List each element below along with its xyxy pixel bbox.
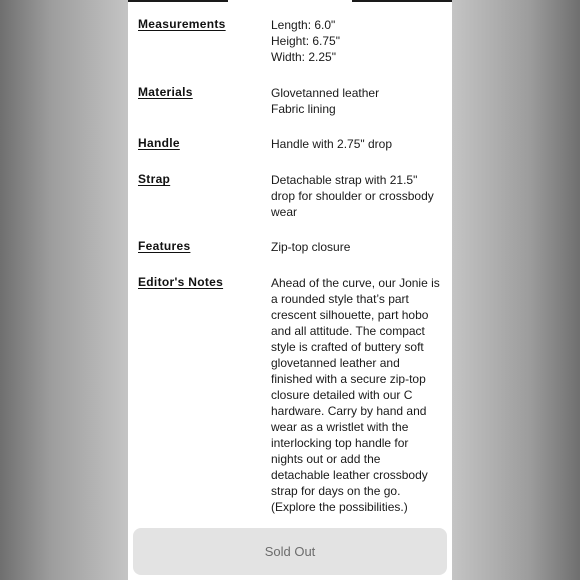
detail-line: style is crafted of buttery soft bbox=[271, 340, 424, 354]
detail-value bbox=[271, 172, 447, 220]
detail-line: hardware. Carry by hand and bbox=[271, 404, 427, 418]
background-right bbox=[452, 0, 580, 580]
detail-line: crescent silhouette, part hobo bbox=[271, 308, 429, 322]
detail-label: Materials bbox=[138, 85, 193, 99]
detail-line: strap for days on the go. bbox=[271, 484, 401, 498]
detail-line: detachable leather crossbody bbox=[271, 468, 428, 482]
detail-line: finished with a secure zip-top bbox=[271, 372, 426, 386]
detail-label: Features bbox=[138, 239, 191, 253]
detail-label: Editor's Notes bbox=[138, 275, 224, 289]
sold-out-button[interactable]: Sold Out bbox=[133, 528, 447, 575]
detail-value bbox=[271, 17, 447, 65]
detail-value bbox=[271, 136, 447, 152]
detail-value bbox=[271, 239, 447, 255]
background-left bbox=[0, 0, 128, 580]
detail-line: Length: 6.0" bbox=[271, 18, 336, 32]
detail-line: glovetanned leather and bbox=[271, 356, 400, 370]
detail-label: Measurements bbox=[138, 17, 226, 31]
detail-line: wear as a wristlet with the bbox=[271, 420, 409, 434]
detail-line: Handle with 2.75" drop bbox=[271, 137, 393, 151]
top-divider-right bbox=[352, 0, 452, 2]
detail-line: Width: 2.25" bbox=[271, 50, 336, 64]
product-details-panel bbox=[128, 0, 452, 580]
detail-line: a rounded style that’s part bbox=[271, 292, 409, 306]
detail-line: Ahead of the curve, our Jonie is bbox=[271, 276, 440, 290]
detail-line: closure detailed with our C bbox=[271, 388, 413, 402]
detail-label: Strap bbox=[138, 172, 171, 186]
detail-line: Zip-top closure bbox=[271, 240, 351, 254]
top-divider-left bbox=[128, 0, 228, 2]
detail-line: Height: 6.75" bbox=[271, 34, 340, 48]
detail-line: drop for shoulder or crossbody bbox=[271, 189, 434, 203]
detail-line: nights out or add the bbox=[271, 452, 381, 466]
detail-line: (Explore the possibilities.) bbox=[271, 500, 408, 514]
detail-line: and all attitude. The compact bbox=[271, 324, 425, 338]
detail-line: wear bbox=[271, 205, 298, 219]
detail-line: interlocking top handle for bbox=[271, 436, 409, 450]
detail-label: Handle bbox=[138, 136, 180, 150]
detail-value bbox=[271, 275, 447, 515]
detail-value bbox=[271, 85, 447, 117]
detail-line: Glovetanned leather bbox=[271, 86, 380, 100]
detail-line: Detachable strap with 21.5" bbox=[271, 173, 418, 187]
detail-line: Fabric lining bbox=[271, 102, 336, 116]
